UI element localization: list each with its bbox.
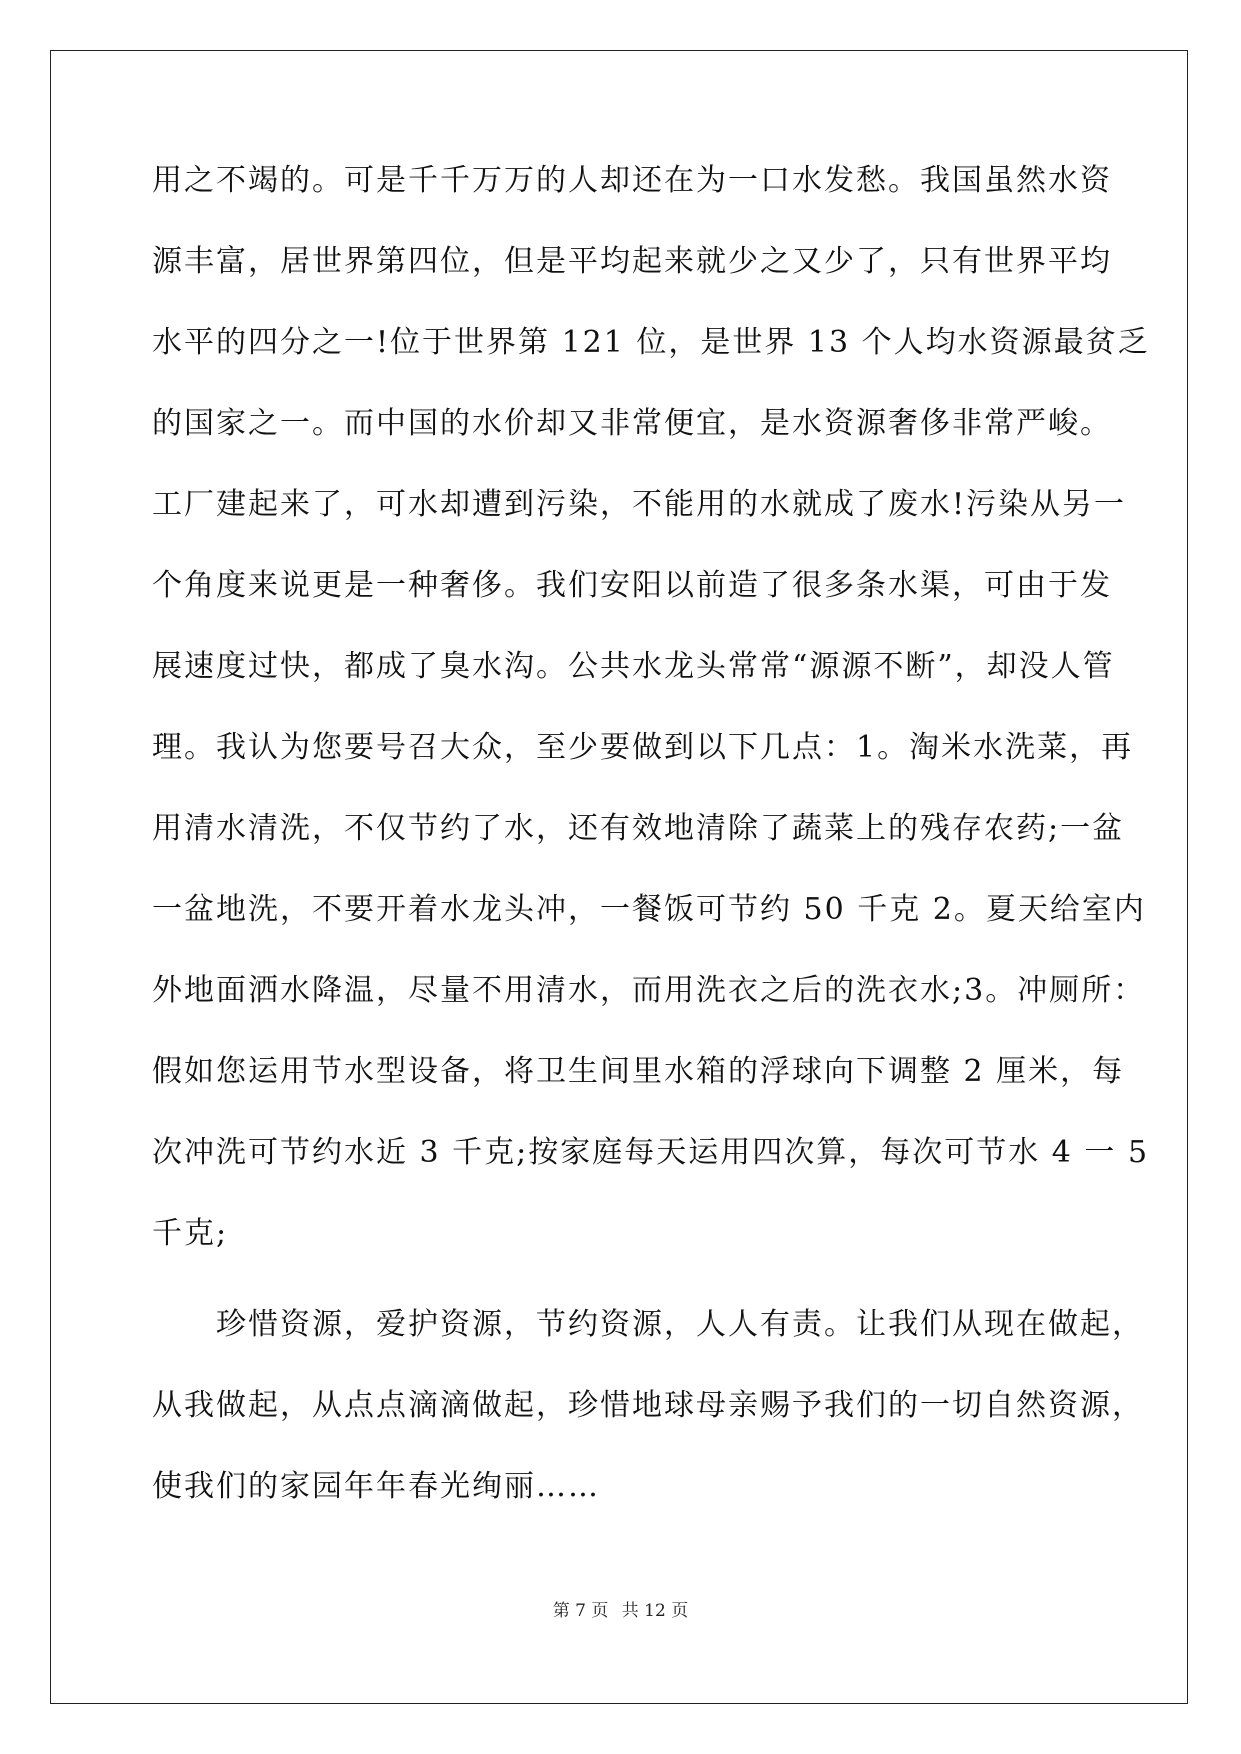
document-body — [152, 160, 1150, 1547]
text-line: 水平的四分之一!位于世界第 121 位，是世界 13 个人均水资源最贫乏 — [152, 325, 1150, 360]
page-number-total: 共 12 页 — [621, 1601, 689, 1621]
text-line: 工厂建起来了，可水却遭到污染，不能用的水就成了废水!污染从另一 — [152, 487, 1127, 522]
text-line: 假如您运用节水型设备，将卫生间里水箱的浮球向下调整 2 厘米，每 — [152, 1054, 1125, 1089]
text-line: 源丰富，居世界第四位，但是平均起来就少之又少了，只有世界平均 — [152, 244, 1112, 279]
text-line: 用清水清洗，不仅节约了水，还有效地清除了蔬菜上的残存农药;一盆 — [152, 811, 1125, 846]
text-line: 次冲洗可节约水近 3 千克;按家庭每天运用四次算，每次可节水 4 一 5 — [152, 1135, 1150, 1170]
text-line: 理。我认为您要号召大众，至少要做到以下几点：1。淘米水洗菜，再 — [152, 730, 1134, 765]
text-line: 一盆地洗，不要开着水龙头冲，一餐饭可节约 50 千克 2。夏天给室内 — [152, 892, 1146, 927]
text-line: 珍惜资源，爱护资源，节约资源，人人有责。让我们从现在做起， — [152, 1307, 1144, 1342]
text-line: 使我们的家园年年春光绚丽…… — [152, 1469, 600, 1504]
page-number-current: 第 7 页 — [552, 1601, 609, 1621]
text-line: 的国家之一。而中国的水价却又非常便宜，是水资源奢侈非常严峻。 — [152, 406, 1112, 441]
text-line: 外地面洒水降温，尽量不用清水，而用洗衣之后的洗衣水;3。冲厕所： — [152, 973, 1146, 1008]
page-footer — [0, 1600, 1241, 1622]
text-line: 千克; — [152, 1216, 229, 1251]
text-line: 个角度来说更是一种奢侈。我们安阳以前造了很多条水渠，可由于发 — [152, 568, 1112, 603]
text-line: 从我做起，从点点滴滴做起，珍惜地球母亲赐予我们的一切自然资源， — [152, 1388, 1144, 1423]
text-line: 用之不竭的。可是千千万万的人却还在为一口水发愁。我国虽然水资 — [152, 163, 1112, 198]
text-line: 展速度过快，都成了臭水沟。公共水龙头常常“源源不断”，却没人管 — [152, 649, 1115, 684]
